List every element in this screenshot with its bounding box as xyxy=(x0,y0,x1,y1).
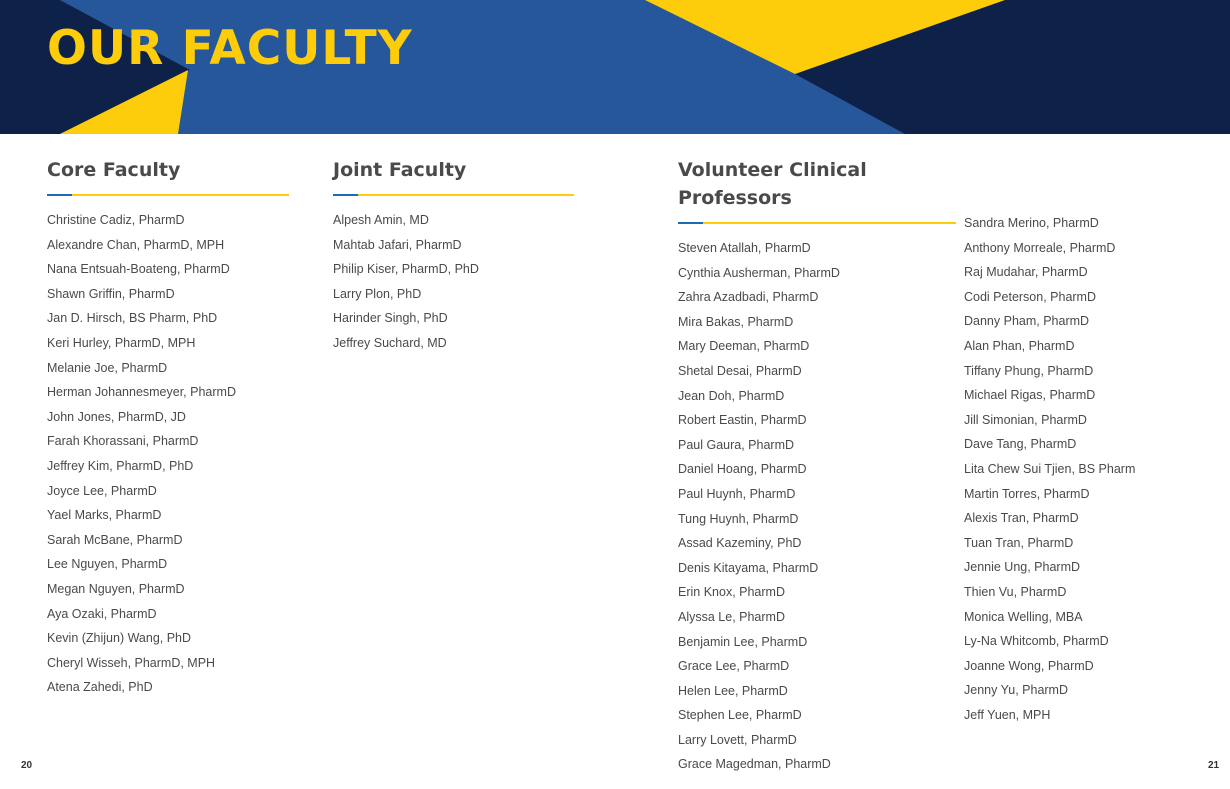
faculty-name: Thien Vu, PharmD xyxy=(964,584,1067,599)
faculty-name: Mahtab Jafari, PharmD xyxy=(333,237,462,252)
faculty-name: Jeff Yuen, MPH xyxy=(964,707,1051,722)
faculty-name: Alpesh Amin, MD xyxy=(333,213,429,227)
faculty-name: Herman Johannesmeyer, PharmD xyxy=(47,385,236,400)
faculty-name: Helen Lee, PharmD xyxy=(678,683,788,698)
faculty-name: Grace Lee, PharmD xyxy=(678,659,790,674)
faculty-name: Tiffany Phung, PharmD xyxy=(964,363,1094,378)
core-faculty-list xyxy=(47,208,289,700)
faculty-name: Ly-Na Whitcomb, PharmD xyxy=(964,634,1109,649)
faculty-name: Aya Ozaki, PharmD xyxy=(47,606,157,621)
volunteer-faculty-section-col2 xyxy=(964,211,1204,727)
faculty-name: Mira Bakas, PharmD xyxy=(678,314,794,329)
volunteer-faculty-list-col1 xyxy=(678,236,956,777)
section-divider xyxy=(333,194,574,196)
core-faculty-heading: Core Faculty xyxy=(47,159,181,181)
faculty-name: Melanie Joe, PharmD xyxy=(47,360,168,375)
faculty-name: Jennie Ung, PharmD xyxy=(964,560,1081,575)
faculty-name: Jeffrey Kim, PharmD, PhD xyxy=(47,458,194,473)
faculty-name: Monica Welling, MBA xyxy=(964,609,1083,624)
joint-faculty-list xyxy=(333,208,574,356)
faculty-name: Jill Simonian, PharmD xyxy=(964,412,1087,427)
faculty-name: Paul Huynh, PharmD xyxy=(678,486,796,501)
faculty-name: Denis Kitayama, PharmD xyxy=(678,560,819,575)
joint-faculty-heading: Joint Faculty xyxy=(333,159,467,181)
faculty-name: Yael Marks, PharmD xyxy=(47,508,162,523)
faculty-name: Shawn Griffin, PharmD xyxy=(47,286,175,301)
faculty-name: Jean Doh, PharmD xyxy=(678,388,785,403)
faculty-name: Cynthia Ausherman, PharmD xyxy=(678,265,840,280)
faculty-name: Joanne Wong, PharmD xyxy=(964,658,1094,673)
faculty-name: Kevin (Zhijun) Wang, PhD xyxy=(47,631,192,646)
faculty-name: Jan D. Hirsch, BS Pharm, PhD xyxy=(47,311,218,326)
page-number-left: 20 xyxy=(21,760,33,771)
faculty-name: Keri Hurley, PharmD, MPH xyxy=(47,335,196,350)
faculty-name: Alexis Tran, PharmD xyxy=(964,511,1079,526)
faculty-name: Lee Nguyen, PharmD xyxy=(47,557,168,572)
faculty-name: Farah Khorassani, PharmD xyxy=(47,434,199,449)
faculty-name: Anthony Morreale, PharmD xyxy=(964,240,1116,255)
faculty-name: Christine Cadiz, PharmD xyxy=(47,213,185,227)
faculty-name: Stephen Lee, PharmD xyxy=(678,708,802,723)
faculty-name: Tung Huynh, PharmD xyxy=(678,511,799,526)
faculty-name: Alan Phan, PharmD xyxy=(964,338,1075,353)
volunteer-faculty-section xyxy=(678,156,956,777)
faculty-name: Michael Rigas, PharmD xyxy=(964,388,1096,403)
faculty-name: Sandra Merino, PharmD xyxy=(964,216,1099,230)
faculty-name: Steven Atallah, PharmD xyxy=(678,241,811,255)
section-divider xyxy=(678,222,956,224)
faculty-name: Nana Entsuah-Boateng, PharmD xyxy=(47,262,230,277)
faculty-name: Benjamin Lee, PharmD xyxy=(678,634,808,649)
faculty-name: Lita Chew Sui Tjien, BS Pharm xyxy=(964,461,1136,476)
faculty-name: Alexandre Chan, PharmD, MPH xyxy=(47,237,225,252)
faculty-name: Larry Plon, PhD xyxy=(333,286,422,301)
faculty-name: Raj Mudahar, PharmD xyxy=(964,265,1088,280)
faculty-name: Dave Tang, PharmD xyxy=(964,437,1077,452)
faculty-name: Sarah McBane, PharmD xyxy=(47,532,183,547)
volunteer-faculty-list-col2 xyxy=(964,211,1204,727)
page-title: OUR FACULTY xyxy=(47,21,413,76)
faculty-name: Megan Nguyen, PharmD xyxy=(47,581,185,596)
faculty-name: Joyce Lee, PharmD xyxy=(47,483,157,498)
faculty-name: Jeffrey Suchard, MD xyxy=(333,335,447,350)
faculty-name: Robert Eastin, PharmD xyxy=(678,413,807,428)
faculty-name: Cheryl Wisseh, PharmD, MPH xyxy=(47,655,216,670)
faculty-name: Shetal Desai, PharmD xyxy=(678,363,802,378)
section-divider xyxy=(47,194,289,196)
faculty-name: Atena Zahedi, PhD xyxy=(47,680,153,695)
faculty-name: Philip Kiser, PharmD, PhD xyxy=(333,262,479,277)
page-number-right: 21 xyxy=(1208,760,1220,771)
faculty-name: Erin Knox, PharmD xyxy=(678,585,785,600)
faculty-name: Tuan Tran, PharmD xyxy=(964,535,1074,550)
header-banner xyxy=(0,0,1230,134)
faculty-name: Harinder Singh, PhD xyxy=(333,311,448,326)
core-faculty-section xyxy=(47,156,289,700)
faculty-name: John Jones, PharmD, JD xyxy=(47,409,186,424)
faculty-name: Larry Lovett, PharmD xyxy=(678,732,797,747)
faculty-name: Codi Peterson, PharmD xyxy=(964,289,1097,304)
faculty-name: Assad Kazeminy, PhD xyxy=(678,536,802,551)
faculty-name: Paul Gaura, PharmD xyxy=(678,437,795,452)
faculty-name: Danny Pham, PharmD xyxy=(964,314,1090,329)
faculty-name: Mary Deeman, PharmD xyxy=(678,339,810,354)
faculty-name: Daniel Hoang, PharmD xyxy=(678,462,807,477)
faculty-name: Zahra Azadbadi, PharmD xyxy=(678,290,819,305)
faculty-name: Martin Torres, PharmD xyxy=(964,486,1090,501)
volunteer-faculty-heading: Volunteer Clinical Professors xyxy=(678,159,867,209)
faculty-name: Jenny Yu, PharmD xyxy=(964,683,1068,698)
faculty-name: Grace Magedman, PharmD xyxy=(678,757,831,772)
faculty-name: Alyssa Le, PharmD xyxy=(678,609,785,624)
joint-faculty-section xyxy=(333,156,574,356)
